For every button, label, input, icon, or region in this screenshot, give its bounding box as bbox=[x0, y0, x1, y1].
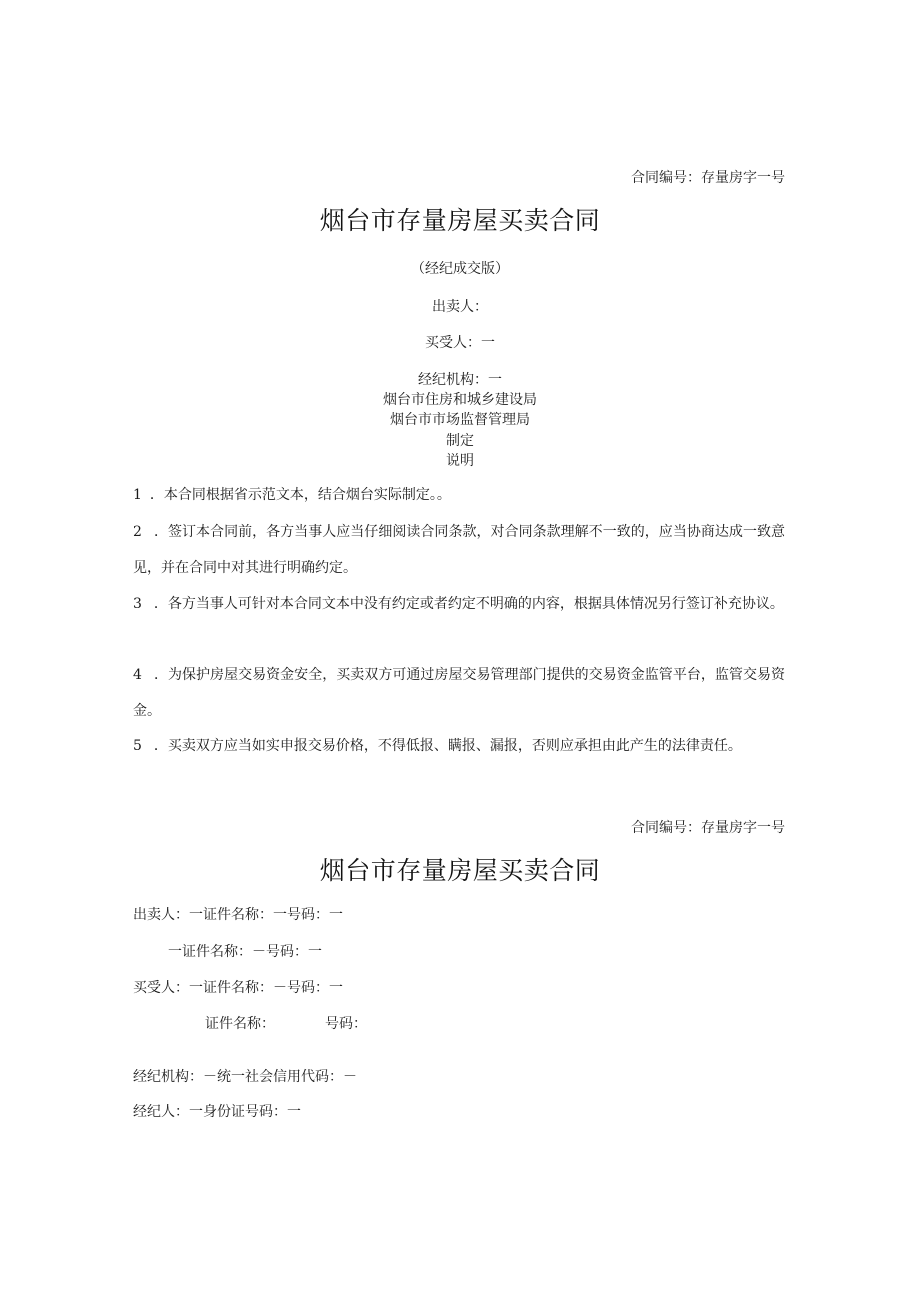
seller-label: 出卖人： bbox=[432, 299, 488, 315]
agency-label: 经纪机构：一 bbox=[418, 372, 502, 388]
notes-heading: 说明 bbox=[446, 453, 474, 469]
note-text: ．买卖双方应当如实申报交易价格，不得低报、瞒报、漏报，否则应承担由此产生的法律责任。 bbox=[153, 738, 742, 754]
note-item bbox=[133, 728, 785, 764]
note-number: 1 bbox=[133, 487, 142, 503]
note-text: ．各方当事人可针对本合同文本中没有约定或者约定不明确的内容，根据具体情况另行签订补充协议。 bbox=[153, 596, 784, 612]
agency-credit-line: 经纪机构：－统一社会信用代码：－ bbox=[133, 1069, 357, 1085]
note-number: 3 bbox=[133, 596, 142, 612]
document-title-2: 烟台市存量房屋买卖合同 bbox=[319, 856, 601, 885]
id-name-label: 证件名称： bbox=[205, 1016, 275, 1032]
note-item bbox=[133, 514, 785, 586]
issuer-housing-bureau: 烟台市住房和城乡建设局 bbox=[383, 392, 537, 408]
seller-id-line: 出卖人：一证件名称：一号码：一 bbox=[133, 907, 343, 923]
issuer-market-bureau: 烟台市市场监督管理局 bbox=[390, 412, 530, 428]
document-title: 烟台市存量房屋买卖合同 bbox=[319, 206, 601, 235]
id-number-label: 号码： bbox=[325, 1016, 367, 1032]
made-label: 制定 bbox=[446, 433, 474, 449]
buyer-label: 买受人：一 bbox=[425, 335, 495, 351]
note-number: 4 bbox=[133, 667, 142, 683]
note-text: ．为保护房屋交易资金安全，买卖双方可通过房屋交易管理部门提供的交易资金监管平台，监管交易资金。 bbox=[133, 667, 785, 719]
note-number: 2 bbox=[133, 524, 142, 540]
note-item bbox=[133, 586, 785, 622]
note-number: 5 bbox=[133, 738, 142, 754]
seller-id-line-2: 一证件名称：－号码：一 bbox=[168, 944, 322, 960]
buyer-id-line-2 bbox=[205, 1013, 367, 1033]
buyer-id-line: 买受人：一证件名称：－号码：一 bbox=[133, 980, 343, 996]
note-item bbox=[133, 657, 785, 729]
contract-number-2: 合同编号：存量房字一号 bbox=[631, 820, 785, 836]
note-text: ．本合同根据省示范文本，结合烟台实际制定。。 bbox=[149, 487, 451, 503]
note-item bbox=[133, 477, 785, 513]
contract-number: 合同编号：存量房字一号 bbox=[631, 170, 785, 186]
edition-subtitle: （经纪成交版） bbox=[411, 261, 509, 277]
note-text: ．签订本合同前，各方当事人应当仔细阅读合同条款，对合同条款理解不一致的，应当协商达成一致意见，并在合同中对其进行明确约定。 bbox=[133, 524, 785, 576]
agent-id-line: 经纪人：一身份证号码：一 bbox=[133, 1104, 301, 1120]
